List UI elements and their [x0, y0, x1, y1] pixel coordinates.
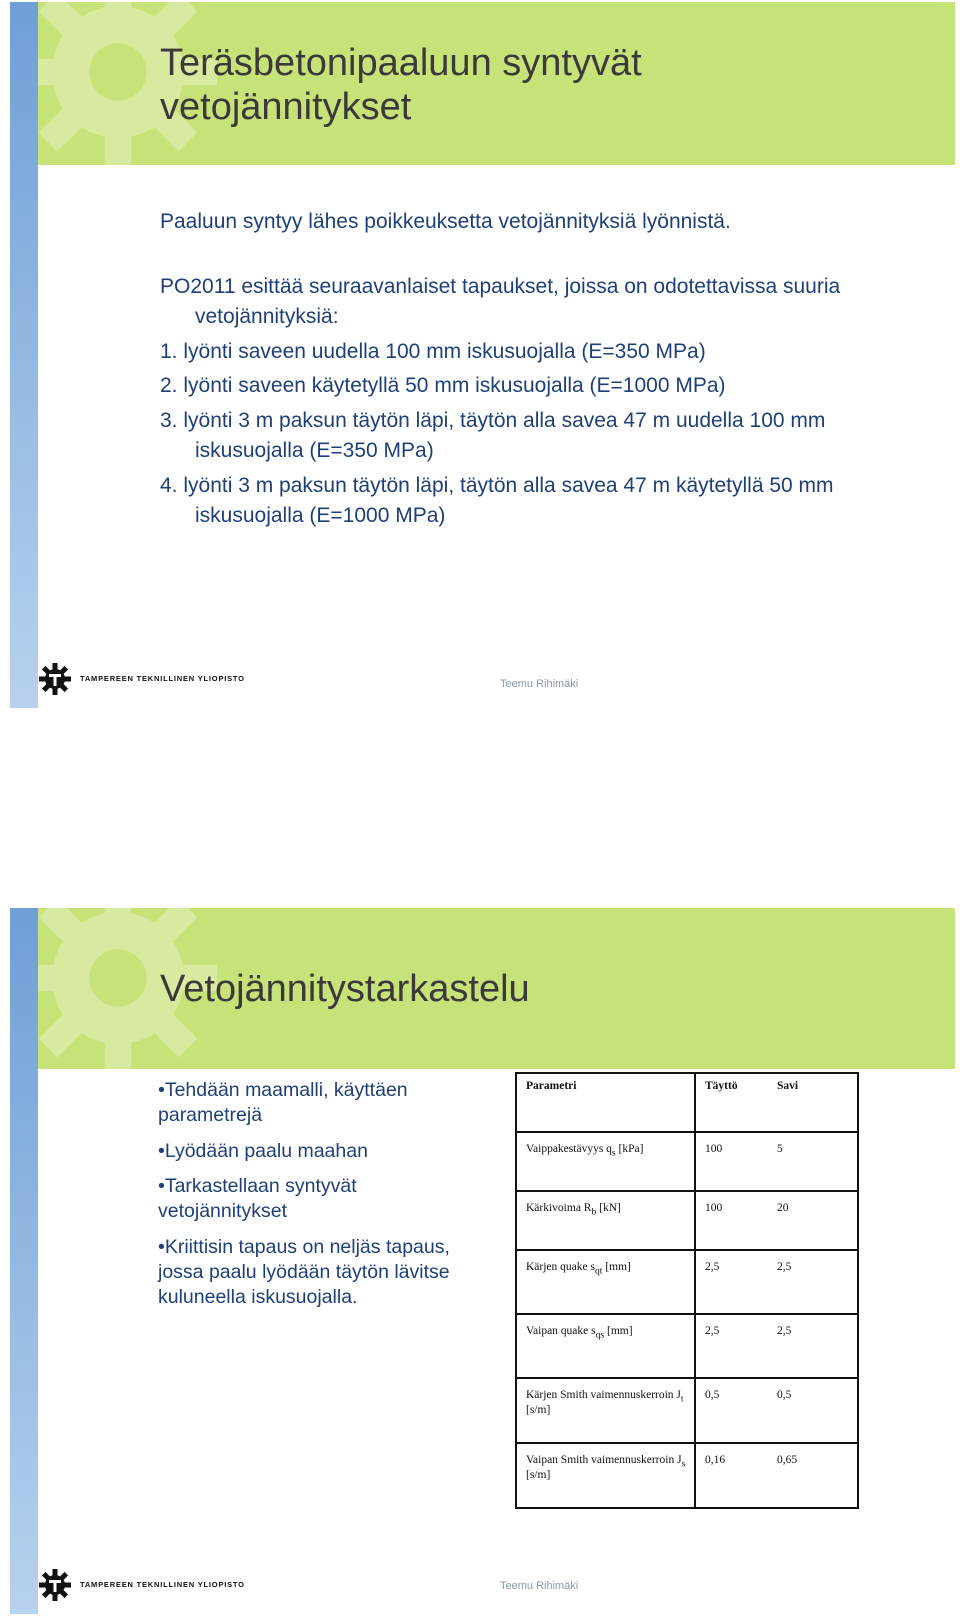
intro-paragraph: Paaluun syntyy lähes poikkeuksetta vetojännityksiä lyönnistä. — [160, 210, 731, 233]
clay-value-cell: 2,5 — [768, 1250, 858, 1314]
table-row — [516, 1250, 858, 1314]
param-cell: Kärjen quake $s_{qt}$ [mm] — [516, 1250, 695, 1314]
column-header: Savi — [768, 1073, 858, 1132]
bullet-item: •Kriittisin tapaus on neljäs tapaus, jossa paalu lyödään täytön lävitse kuluneella iskusuojalla. — [158, 1235, 450, 1309]
fill-value-cell: 2,5 — [695, 1250, 768, 1314]
bullet-item: •Tehdään maamalli, käyttäen parametrejä — [158, 1079, 408, 1127]
logo-text: TAMPEREEN TEKNILLINEN YLIOPISTO — [80, 674, 245, 683]
lead-paragraph: PO2011 esittää seuraavanlaiset tapaukset, joissa on odotettavissa suuria vetojännityksiä: — [160, 275, 841, 329]
bullet-item: •Tarkastellaan syntyvät vetojännitykset — [158, 1175, 357, 1223]
fill-value-cell: 100 — [695, 1132, 768, 1191]
clay-value-cell: 5 — [768, 1132, 858, 1191]
param-cell: Vaippakestävyys $q_s$ [kPa] — [516, 1132, 695, 1191]
parameter-table — [515, 1072, 859, 1509]
list-item: 2. lyönti saveen käytetyllä 50 mm iskusuojalla (E=1000 MPa) — [160, 374, 726, 398]
slide-side-bar — [10, 908, 38, 1614]
university-logo — [38, 1568, 248, 1602]
bullet-list — [158, 1078, 488, 1321]
clay-value-cell: 0,5 — [768, 1378, 858, 1443]
slide-1 — [10, 2, 955, 708]
slide-title — [160, 42, 642, 129]
clay-value-cell: 0,65 — [768, 1443, 858, 1508]
bullet-item: •Lyödään paalu maahan — [158, 1139, 368, 1162]
table-row — [516, 1191, 858, 1250]
clay-value-cell: 2,5 — [768, 1314, 858, 1378]
table-row — [516, 1132, 858, 1191]
param-cell: Kärjen Smith vaimennuskerroin $J_t$ [s/m] — [516, 1378, 695, 1443]
param-cell: Kärkivoima $R_b$ [kN] — [516, 1191, 695, 1250]
fill-value-cell: 2,5 — [695, 1314, 768, 1378]
list-item: 1. lyönti saveen uudella 100 mm iskusuojalla (E=350 MPa) — [160, 339, 706, 363]
university-logo-icon — [38, 662, 72, 696]
university-logo — [38, 662, 248, 696]
table-row — [516, 1314, 858, 1378]
list-item: 4. lyönti 3 m paksun täytön läpi, täytön alla savea 47 m käytetyllä 50 mm iskusuojalla (E=1000 MPa) — [160, 473, 834, 528]
fill-value-cell: 0,5 — [695, 1378, 768, 1443]
case-list-block — [160, 272, 885, 532]
logo-text: TAMPEREEN TEKNILLINEN YLIOPISTO — [80, 1580, 245, 1589]
title-line-1: Teräsbetonipaaluun syntyvät — [160, 42, 642, 84]
footer-author: Teemu Rihimäki — [500, 678, 579, 690]
clay-value-cell: 20 — [768, 1191, 858, 1250]
slide-side-bar — [10, 2, 38, 708]
param-cell: Vaipan Smith vaimennuskerroin $J_s$ [s/m] — [516, 1443, 695, 1508]
fill-value-cell: 100 — [695, 1191, 768, 1250]
footer-author: Teemu Rihimäki — [500, 1580, 579, 1592]
column-header: Täyttö — [695, 1073, 768, 1132]
fill-value-cell: 0,16 — [695, 1443, 768, 1508]
university-logo-icon — [38, 1568, 72, 1602]
list-item: 3. lyönti 3 m paksun täytön läpi, täytön alla savea 47 m uudella 100 mm iskusuojalla (E=350 MPa) — [160, 408, 826, 463]
table-row — [516, 1378, 858, 1443]
column-header: Parametri — [516, 1073, 695, 1132]
param-cell: Vaipan quake $s_{qs}$ [mm] — [516, 1314, 695, 1378]
title-line-2: vetojännitykset — [160, 85, 412, 128]
slide-2 — [10, 908, 955, 1614]
table-row — [516, 1443, 858, 1508]
slide-title: Vetojännitystarkastelu — [160, 968, 530, 1010]
table-header-row — [516, 1073, 858, 1132]
